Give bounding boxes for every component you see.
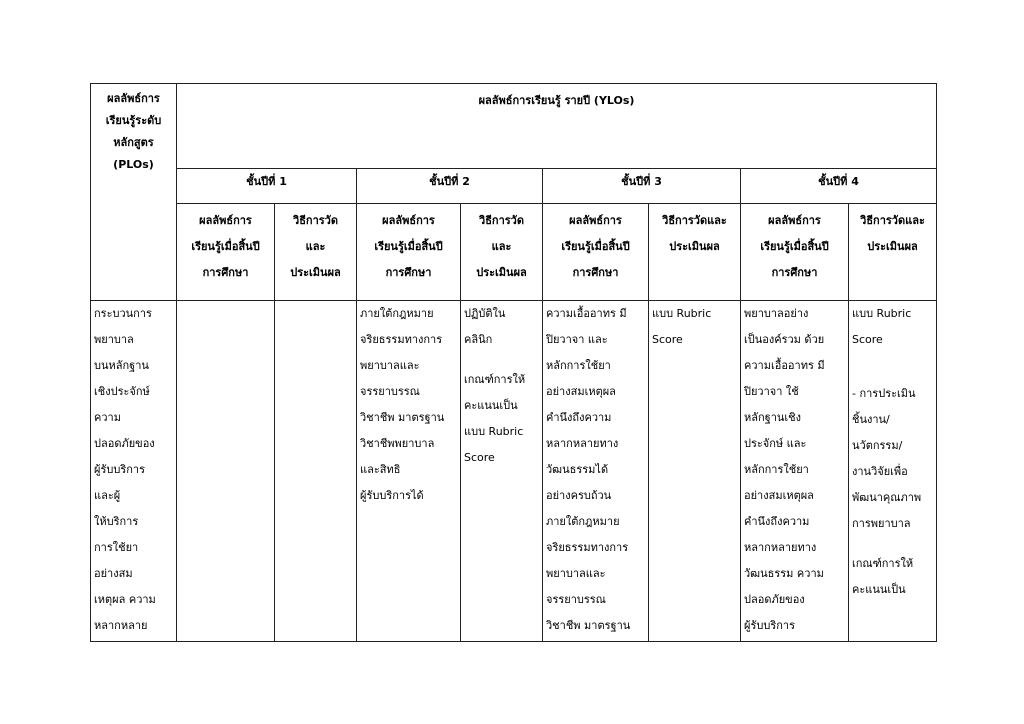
plo-header-line: (PLOs) [113, 158, 154, 171]
y4-method-line: แบบ Rubric [852, 307, 912, 320]
plo-line: ปลอดภัยของ [94, 437, 155, 450]
y3-outcome-line: อย่างสมเหตุผล [546, 385, 616, 398]
year-4-label: ชั้นปีที่ 4 [818, 175, 859, 188]
y3-method-cell [649, 301, 741, 642]
y3-outcome-line: วิชาชีพ มาตรฐาน [546, 619, 631, 632]
spacer [852, 367, 933, 381]
y4-outcome-line: หลักการใช้ยา [744, 463, 809, 476]
y2-method-line: คะแนนเป็น [464, 399, 518, 412]
y4-outcome-line: พยาบาลอย่าง [744, 307, 809, 320]
y4-outcome-line: หลักฐานเชิง [744, 411, 802, 424]
method-header-line: วิธีการวัด [293, 214, 338, 227]
y4-method-line: การพยาบาล [852, 517, 911, 530]
y2-method-line: เกณฑ์การให้ [464, 373, 526, 386]
y4-method-line: นวัตกรรม/ [852, 439, 903, 452]
plo-cell [91, 301, 177, 642]
y4-outcome-line: เป็นองค์รวม ด้วย [744, 333, 825, 346]
y2-method-cell [461, 301, 543, 642]
y4-outcome-line: คำนึงถึงความ [744, 515, 810, 528]
y3-method-line: Score [652, 333, 683, 346]
y4-outcome-line: วัฒนธรรม ความ [744, 567, 824, 580]
y4-method-header [849, 204, 937, 301]
outcome-header-line: เรียนรู้เมื่อสิ้นปี [191, 240, 260, 253]
plo-line: การใช้ยา [94, 541, 139, 554]
y3-outcome-line: พยาบาลและ [546, 567, 606, 580]
y2-outcome-line: วิชาชีพ มาตรฐาน [360, 411, 445, 424]
y2-method-line: Score [464, 451, 495, 464]
plo-line: ผู้รับบริการ [94, 463, 145, 476]
plo-line: กระบวนการ [94, 307, 152, 320]
plo-header-cell [91, 84, 177, 301]
outcome-header-line: การศึกษา [385, 266, 432, 279]
y4-outcome-line: ผู้รับบริการ [744, 619, 795, 632]
y4-method-line: งานวิจัยเพื่อ [852, 465, 908, 478]
y2-outcome-line: ภายใต้กฎหมาย [360, 307, 434, 320]
plo-line: หลากหลาย [94, 619, 148, 632]
method-header-line: ประเมินผล [867, 240, 918, 253]
y4-outcome-line: หลากหลายทาง [744, 541, 817, 554]
method-header-line: ประเมินผล [290, 266, 341, 279]
y4-outcome-line: ประจักษ์ และ [744, 437, 807, 450]
y3-outcome-line: ปิยวาจา และ [546, 333, 608, 346]
year-2-label: ชั้นปีที่ 2 [429, 175, 470, 188]
plo-line: พยาบาล [94, 333, 134, 346]
method-header-line: และ [491, 240, 512, 253]
outcome-header-line: ผลลัพธ์การ [569, 214, 622, 227]
year-4-header [741, 169, 937, 204]
y4-outcome-cell [741, 301, 849, 642]
year-1-header [177, 169, 357, 204]
y3-outcome-line: ความเอื้ออาทร มี [546, 307, 627, 320]
method-header-line: วิธีการวัดและ [860, 214, 925, 227]
outcome-header-line: ผลลัพธ์การ [768, 214, 821, 227]
y4-method-line: Score [852, 333, 883, 346]
year-2-header [357, 169, 543, 204]
y2-method-line: แบบ Rubric [464, 425, 524, 438]
y3-outcome-line: จรรยาบรรณ [546, 593, 606, 606]
method-header-line: และ [305, 240, 326, 253]
plo-header-line: ผลลัพธ์การ [107, 92, 160, 105]
y4-outcome-line: ปลอดภัยของ [744, 593, 805, 606]
y4-outcome-line: ความเอื้ออาทร มี [744, 359, 825, 372]
spacer [852, 353, 933, 367]
plo-ylo-table [90, 83, 937, 642]
y3-method-header [649, 204, 741, 301]
outcome-header-line: การศึกษา [771, 266, 818, 279]
y3-outcome-line: หลากหลายทาง [546, 437, 619, 450]
y2-outcome-header [357, 204, 461, 301]
y3-outcome-line: อย่างครบถ้วน [546, 489, 612, 502]
plo-line: เชิงประจักษ์ [94, 385, 150, 398]
y4-method-line: พัฒนาคุณภาพ [852, 491, 922, 504]
plo-line: ให้บริการ [94, 515, 139, 528]
y2-outcome-cell [357, 301, 461, 642]
outcome-header-line: เรียนรู้เมื่อสิ้นปี [374, 240, 443, 253]
y2-method-line: ปฏิบัติใน [464, 307, 506, 320]
y2-outcome-line: จรรยาบรรณ [360, 385, 420, 398]
plo-header-line: หลักสูตร [113, 136, 154, 149]
method-header-line: วิธีการวัดและ [662, 214, 727, 227]
y3-outcome-line: วัฒนธรรมได้ [546, 463, 609, 476]
method-header-line: ประเมินผล [669, 240, 720, 253]
method-header-line: ประเมินผล [476, 266, 527, 279]
y4-method-line: - การประเมิน [852, 387, 916, 400]
plo-line: และผู้ [94, 489, 121, 502]
y3-outcome-line: หลักการใช้ยา [546, 359, 611, 372]
y2-method-line: คลินิก [464, 333, 493, 346]
y4-outcome-header [741, 204, 849, 301]
y3-outcome-cell [543, 301, 649, 642]
spacer [852, 537, 933, 551]
y3-outcome-line: ภายใต้กฎหมาย [546, 515, 620, 528]
y4-outcome-line: ปิยวาจา ใช้ [744, 385, 799, 398]
y4-method-line: คะแนนเป็น [852, 583, 906, 596]
y2-method-header [461, 204, 543, 301]
y2-outcome-line: และสิทธิ [360, 463, 401, 476]
method-header-line: วิธีการวัด [479, 214, 524, 227]
y2-outcome-line: วิชาชีพพยาบาล [360, 437, 435, 450]
year-3-header [543, 169, 741, 204]
y2-outcome-line: จริยธรรมทางการ [360, 333, 443, 346]
outcome-header-line: ผลลัพธ์การ [382, 214, 435, 227]
ylo-header-cell [177, 84, 937, 169]
y4-outcome-line: อย่างสมเหตุผล [744, 489, 814, 502]
y3-method-line: แบบ Rubric [652, 307, 712, 320]
y3-outcome-line: คำนึงถึงความ [546, 411, 612, 424]
outcome-header-line: การศึกษา [572, 266, 619, 279]
y1-outcome-header [177, 204, 275, 301]
plo-line: เหตุผล ความ [94, 593, 156, 606]
plo-line: ความ [94, 411, 121, 424]
y4-method-cell [849, 301, 937, 642]
y2-outcome-line: ผู้รับบริการได้ [360, 489, 424, 502]
outcome-header-line: เรียนรู้เมื่อสิ้นปี [561, 240, 630, 253]
plo-line: อย่างสม [94, 567, 133, 580]
y4-method-line: ชิ้นงาน/ [852, 413, 890, 426]
y1-method-header [275, 204, 357, 301]
y3-outcome-header [543, 204, 649, 301]
plo-line: บนหลักฐาน [94, 359, 149, 372]
spacer [464, 353, 539, 367]
outcome-header-line: การศึกษา [202, 266, 249, 279]
year-3-label: ชั้นปีที่ 3 [621, 175, 662, 188]
outcome-header-line: ผลลัพธ์การ [199, 214, 252, 227]
year-1-label: ชั้นปีที่ 1 [246, 175, 287, 188]
plo-header-line: เรียนรู้ระดับ [105, 114, 162, 127]
ylo-title: ผลลัพธ์การเรียนรู้ รายปี (YLOs) [478, 94, 635, 107]
y1-outcome-cell [177, 301, 275, 642]
y2-outcome-line: พยาบาลและ [360, 359, 420, 372]
y1-method-cell [275, 301, 357, 642]
y3-outcome-line: จริยธรรมทางการ [546, 541, 629, 554]
outcome-header-line: เรียนรู้เมื่อสิ้นปี [760, 240, 829, 253]
y4-method-line: เกณฑ์การให้ [852, 557, 914, 570]
